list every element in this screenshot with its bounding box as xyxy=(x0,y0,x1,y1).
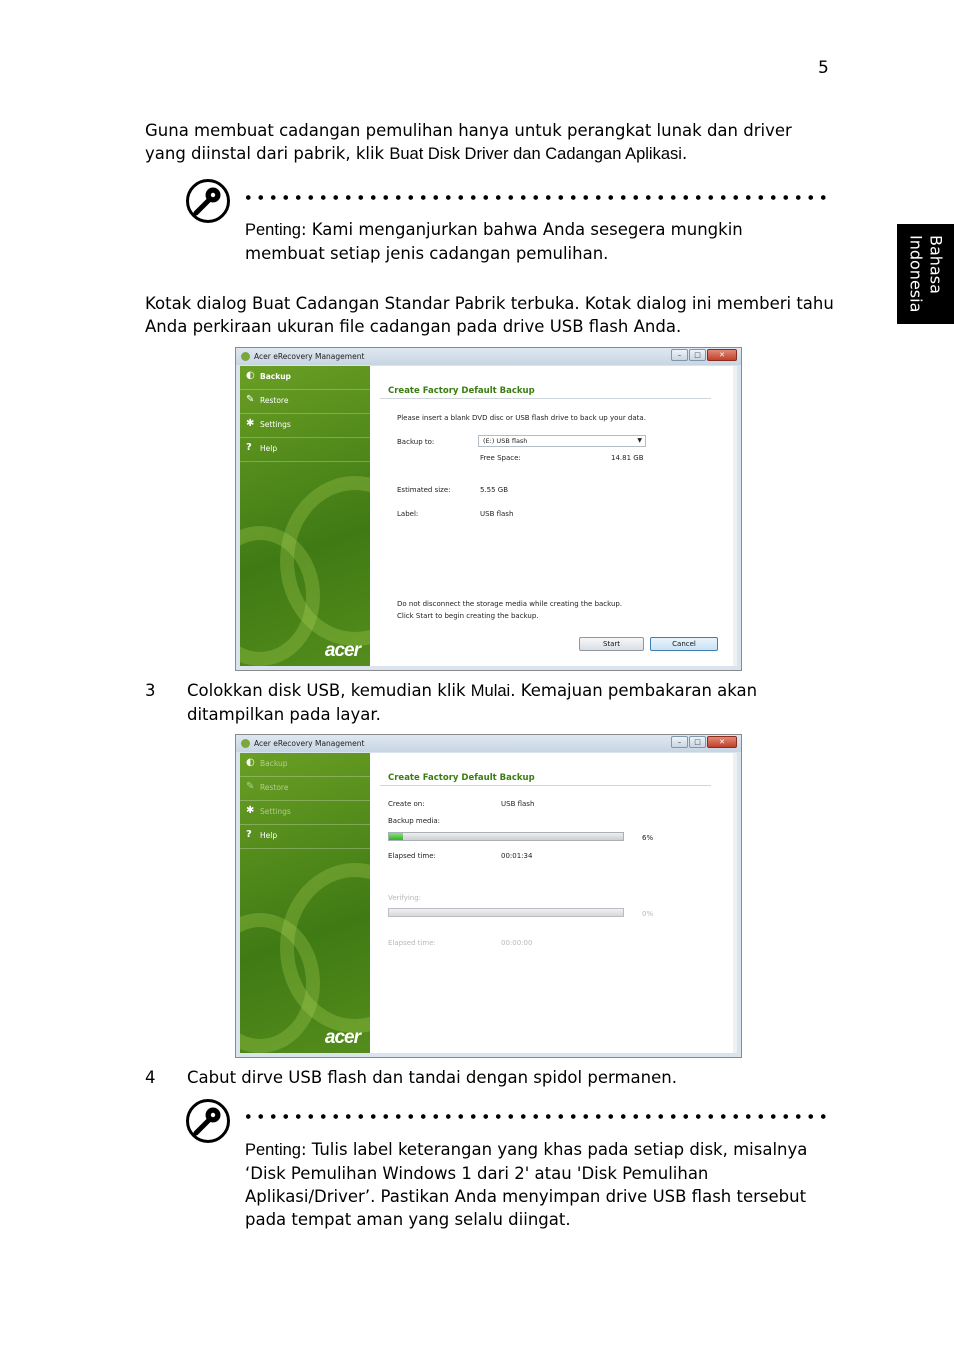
title-divider xyxy=(380,785,711,786)
scrollbar[interactable] xyxy=(733,753,737,1053)
note-divider xyxy=(242,1114,827,1119)
step-3-text xyxy=(187,679,827,726)
verify-progress-bar xyxy=(388,908,624,917)
progress-panel xyxy=(370,753,737,1053)
nav-label: Backup xyxy=(260,759,288,768)
create-on-value: USB flash xyxy=(501,800,535,808)
window-title: Acer eRecovery Management xyxy=(254,352,365,361)
nav-label: Settings xyxy=(260,420,291,429)
acer-logo: acer xyxy=(324,640,360,661)
sidebar-item-restore[interactable] xyxy=(240,390,370,414)
maximize-button[interactable]: □ xyxy=(689,349,706,361)
important-note-icon xyxy=(185,1098,231,1144)
app-logo-icon xyxy=(241,352,250,361)
cancel-button[interactable]: Cancel xyxy=(650,637,718,651)
note-important-1 xyxy=(245,218,825,265)
instruction-text: Please insert a blank DVD disc or USB flash drive to back up your data. xyxy=(397,414,646,422)
elapsed-time-2-label: Elapsed time: xyxy=(388,939,436,947)
step-3-text-start: Colokkan disk USB, kemudian klik xyxy=(187,681,471,700)
step-4-number: 4 xyxy=(145,1068,156,1087)
minimize-button[interactable]: – xyxy=(671,349,688,361)
backup-target-select[interactable] xyxy=(478,435,646,447)
intro-text: Guna membuat cadangan pemulihan hanya untuk perangkat lunak dan driver yang diinstal dari pabrik, klik xyxy=(145,121,792,163)
backup-progress-fill xyxy=(389,833,403,840)
note-divider xyxy=(242,195,827,200)
maximize-button[interactable]: □ xyxy=(689,736,706,748)
sidebar-item-settings[interactable] xyxy=(240,414,370,438)
note-label: Penting xyxy=(245,221,301,239)
create-on-label: Create on: xyxy=(388,800,425,808)
sidebar-item-settings xyxy=(240,801,370,825)
chevron-down-icon: ▼ xyxy=(637,437,642,444)
verifying-label: Verifying: xyxy=(388,894,422,902)
settings-gear-icon: ✱ xyxy=(246,418,255,429)
help-icon: ? xyxy=(246,442,252,453)
note-text: : Kami menganjurkan bahwa Anda sesegera mungkin membuat setiap jenis cadangan pemulihan. xyxy=(245,220,743,263)
intro-paragraph xyxy=(145,119,835,166)
language-tab-label: Bahasa Indonesia xyxy=(906,235,946,313)
close-button[interactable]: ✕ xyxy=(707,349,737,361)
elapsed-time-value: 00:01:34 xyxy=(501,852,533,860)
note-important-2 xyxy=(245,1138,825,1231)
free-space-value: 14.81 GB xyxy=(611,454,644,462)
nav-label: Settings xyxy=(260,807,291,816)
nav-label: Help xyxy=(260,831,278,840)
erecovery-window-backup xyxy=(235,347,742,671)
window-title: Acer eRecovery Management xyxy=(254,739,365,748)
sidebar xyxy=(240,753,370,1053)
backup-icon: ◐ xyxy=(246,370,255,381)
page-number: 5 xyxy=(818,58,829,78)
estimated-size-label: Estimated size: xyxy=(397,486,451,494)
backup-percent: 6% xyxy=(642,834,654,842)
backup-panel xyxy=(370,366,737,666)
sidebar xyxy=(240,366,370,666)
important-note-icon xyxy=(185,178,231,224)
erecovery-window-progress xyxy=(235,734,742,1058)
start-button[interactable]: Start xyxy=(579,637,644,651)
estimated-size-value: 5.55 GB xyxy=(480,486,509,494)
elapsed-time-label: Elapsed time: xyxy=(388,852,436,860)
elapsed-time-2-value: 00:00:00 xyxy=(501,939,533,947)
nav-label: Restore xyxy=(260,783,289,792)
verify-percent: 0% xyxy=(642,910,654,918)
warning-text: Do not disconnect the storage media while creating the backup. xyxy=(397,600,623,608)
nav-label: Backup xyxy=(260,372,291,381)
sidebar-item-backup[interactable] xyxy=(240,366,370,390)
backup-progress-bar xyxy=(388,832,624,841)
restore-icon: ✎ xyxy=(246,781,255,792)
window-titlebar xyxy=(236,735,741,752)
step-3-number: 3 xyxy=(145,681,156,700)
free-space-label: Free Space: xyxy=(480,454,521,462)
panel-title: Create Factory Default Backup xyxy=(388,773,535,783)
note-text: : Tulis label keterangan yang khas pada setiap disk, misalnya ‘Disk Pemulihan Windows 1 dari 2' atau 'Disk Pemulihan Aplikasi/Driver’. Pastikan Anda menyimpan drive USB flash tersebut pada tempat aman yang selalu diingat. xyxy=(245,1140,808,1229)
sidebar-item-help[interactable] xyxy=(240,438,370,462)
backup-to-label: Backup to: xyxy=(397,438,435,446)
start-hint-text: Click Start to begin creating the backup. xyxy=(397,612,539,620)
label-label: Label: xyxy=(397,510,419,518)
app-logo-icon xyxy=(241,739,250,748)
scrollbar[interactable] xyxy=(733,366,737,666)
intro-text-end: . xyxy=(681,144,688,163)
dialog-description: Kotak dialog Buat Cadangan Standar Pabrik terbuka. Kotak dialog ini memberi tahu Anda perkiraan ukuran file cadangan pada drive USB flash Anda. xyxy=(145,294,834,336)
note-label: Penting xyxy=(245,1141,301,1159)
nav-label: Restore xyxy=(260,396,289,405)
sidebar-item-restore xyxy=(240,777,370,801)
help-icon: ? xyxy=(246,829,252,840)
step-3-text-end: . Kemajuan pembakaran akan ditampilkan pada layar. xyxy=(187,681,758,724)
sidebar-item-backup xyxy=(240,753,370,777)
backup-icon: ◐ xyxy=(246,757,255,768)
settings-gear-icon: ✱ xyxy=(246,805,255,816)
restore-icon: ✎ xyxy=(246,394,255,405)
language-tab xyxy=(897,224,954,324)
label-value: USB flash xyxy=(480,510,514,518)
backup-media-label: Backup media: xyxy=(388,817,441,825)
nav-label: Help xyxy=(260,444,278,453)
minimize-button[interactable]: – xyxy=(671,736,688,748)
intro-bold-command: Buat Disk Driver dan Cadangan Aplikasi xyxy=(389,145,682,163)
title-divider xyxy=(380,398,711,399)
step-4-text: Cabut dirve USB flash dan tandai dengan spidol permanen. xyxy=(187,1068,677,1087)
panel-title: Create Factory Default Backup xyxy=(388,386,535,396)
sidebar-item-help[interactable] xyxy=(240,825,370,849)
step-3-bold-command: Mulai xyxy=(470,682,511,700)
acer-logo: acer xyxy=(324,1027,360,1048)
close-button[interactable]: ✕ xyxy=(707,736,737,748)
backup-target-value: (E:) USB flash xyxy=(483,437,528,445)
window-titlebar xyxy=(236,348,741,365)
